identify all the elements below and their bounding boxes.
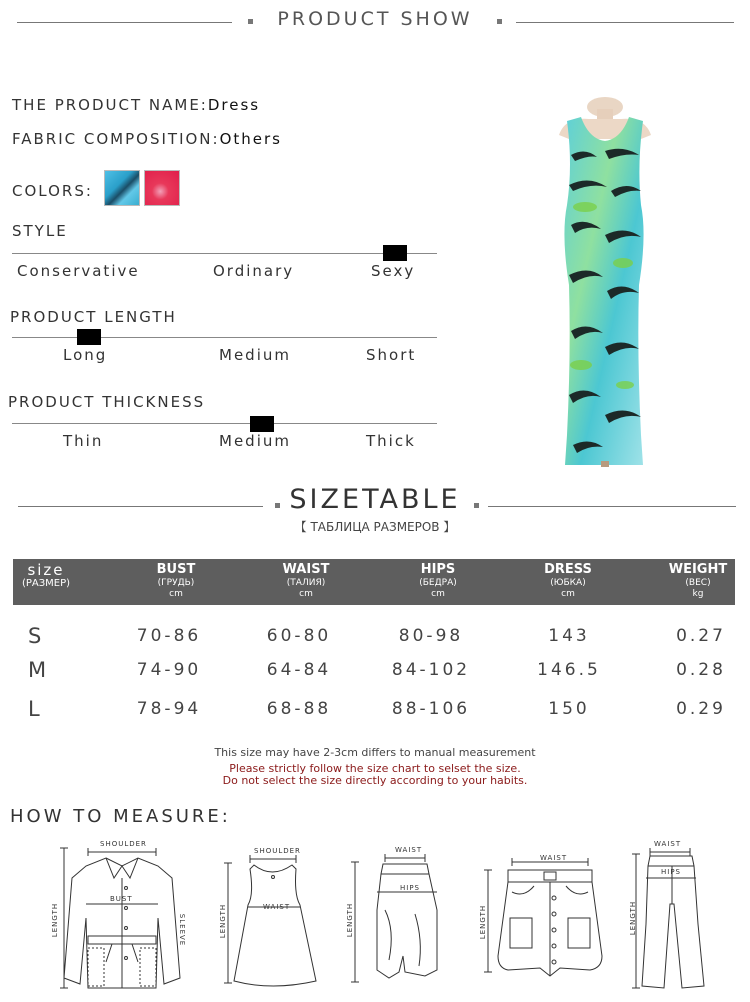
header-bust-label: BUST <box>156 562 196 577</box>
dress-waist-label: WAIST <box>263 903 291 911</box>
color-swatch-teal[interactable] <box>104 170 140 206</box>
note-warning-2: Do not select the size directly according to your habits. <box>222 774 528 787</box>
style-marker <box>383 245 407 261</box>
header-waist <box>261 562 351 600</box>
sizetable-rule-right <box>488 506 736 507</box>
note-warning-1: Please strictly follow the size chart to selset the size. <box>229 762 521 775</box>
header-waist-label: WAIST <box>282 562 330 577</box>
pants-hips-label: HIPS <box>661 868 681 876</box>
thickness-option-medium: Medium <box>219 432 291 450</box>
cell-waist: 68-88 <box>266 699 332 719</box>
header-waist-unit: cm <box>299 589 313 599</box>
style-title: STYLE <box>12 222 68 240</box>
length-option-medium: Medium <box>219 346 291 364</box>
thickness-option-thin: Thin <box>63 432 104 450</box>
style-option-ordinary: Ordinary <box>213 262 295 280</box>
header-size-label: size <box>27 561 65 579</box>
cell-dress: 146.5 <box>537 660 601 680</box>
thickness-marker <box>250 416 274 432</box>
product-name-label: THE PRODUCT NAME: <box>12 96 208 114</box>
length-option-short: Short <box>366 346 417 364</box>
cell-waist: 64-84 <box>266 660 332 680</box>
header-square-right <box>497 19 502 24</box>
jacket-length-label: LENGTH <box>51 902 60 938</box>
sizetable-title: SIZETABLE <box>289 484 461 515</box>
sizetable-subtitle: 【 ТАБЛИЦА РАЗМЕРОВ 】 <box>294 520 456 534</box>
skirt-hips-label: HIPS <box>400 884 420 892</box>
header-hips <box>393 562 483 600</box>
dress-measure-figure <box>220 845 320 995</box>
cell-bust: 78-94 <box>136 699 202 719</box>
jacket-measure-figure <box>48 838 198 998</box>
header-weight-label: WEIGHT <box>668 562 728 577</box>
product-name <box>12 96 260 114</box>
skirt-length-label: LENGTH <box>346 902 355 938</box>
sizetable-square-right <box>474 503 479 508</box>
page-title: PRODUCT SHOW <box>277 8 473 30</box>
row-size: S <box>28 624 42 648</box>
size-table-header <box>13 559 735 605</box>
length-option-long: Long <box>63 346 108 364</box>
header-dress-unit: cm <box>561 589 575 599</box>
header-hips-unit: cm <box>431 589 445 599</box>
style-option-sexy: Sexy <box>371 262 416 280</box>
jacket-shoulder-label: SHOULDER <box>100 840 147 848</box>
header-weight-unit: kg <box>692 589 704 599</box>
header-hips-label: HIPS <box>420 562 456 577</box>
cell-dress: 150 <box>548 699 590 719</box>
pants-waist-label: WAIST <box>654 840 682 848</box>
jacket-sleeve-label: SLEEVE <box>178 913 187 947</box>
thickness-title: PRODUCT THICKNESS <box>8 393 206 411</box>
jacket-bust-label: BUST <box>110 895 133 903</box>
header-bust-ru: (ГРУДЬ) <box>157 578 195 588</box>
row-size: L <box>28 697 40 721</box>
cell-dress: 143 <box>548 626 590 646</box>
header-bust <box>131 562 221 600</box>
style-option-conservative: Conservative <box>17 262 140 280</box>
colors-label: COLORS: <box>12 182 93 200</box>
cell-hips: 88-106 <box>391 699 471 719</box>
product-name-value: Dress <box>207 96 261 114</box>
cell-weight: 0.28 <box>676 660 726 680</box>
dress-shoulder-label: SHOULDER <box>254 847 301 855</box>
header-rule-right <box>516 22 734 23</box>
fabric-composition <box>12 130 282 148</box>
length-scale-line <box>12 337 437 338</box>
cell-hips: 80-98 <box>398 626 464 646</box>
header-dress <box>523 562 613 600</box>
row-size: M <box>28 658 47 682</box>
header-size <box>13 563 79 590</box>
skirt-waist-label: WAIST <box>395 846 423 854</box>
color-swatch-pink[interactable] <box>144 170 180 206</box>
style-scale-line <box>12 253 437 254</box>
header-size-ru: (РАЗМЕР) <box>21 578 71 589</box>
length-title: PRODUCT LENGTH <box>10 308 177 326</box>
fabric-label: FABRIC COMPOSITION: <box>12 130 220 148</box>
length-marker <box>77 329 101 345</box>
fabric-value: Others <box>219 130 282 148</box>
header-weight-ru: (ВЕС) <box>685 578 711 588</box>
cell-bust: 70-86 <box>136 626 202 646</box>
dress-length-label: LENGTH <box>219 903 228 939</box>
cell-hips: 84-102 <box>391 660 471 680</box>
header-waist-ru: (ТАЛИЯ) <box>286 578 326 588</box>
cell-weight: 0.29 <box>676 699 726 719</box>
pants-length-label: LENGTH <box>629 900 638 936</box>
shorts-length-label: LENGTH <box>479 904 488 940</box>
header-dress-label: DRESS <box>544 562 592 577</box>
header-dress-ru: (ЮБКА) <box>550 578 586 588</box>
shorts-waist-label: WAIST <box>540 854 568 862</box>
header-hips-ru: (БЕДРА) <box>419 578 457 588</box>
shorts-measure-figure <box>478 852 618 982</box>
product-photo <box>545 95 665 467</box>
cell-bust: 74-90 <box>136 660 202 680</box>
header-weight <box>653 562 743 600</box>
header-bust-unit: cm <box>169 589 183 599</box>
thickness-scale-line <box>12 423 437 424</box>
note-measurement: This size may have 2-3cm differs to manual measurement <box>214 746 536 759</box>
cell-waist: 60-80 <box>266 626 332 646</box>
pants-measure-figure <box>624 840 724 994</box>
thickness-option-thick: Thick <box>366 432 416 450</box>
how-to-measure-title: HOW TO MEASURE: <box>10 806 231 827</box>
cell-weight: 0.27 <box>676 626 726 646</box>
skirt-measure-figure <box>345 846 445 990</box>
